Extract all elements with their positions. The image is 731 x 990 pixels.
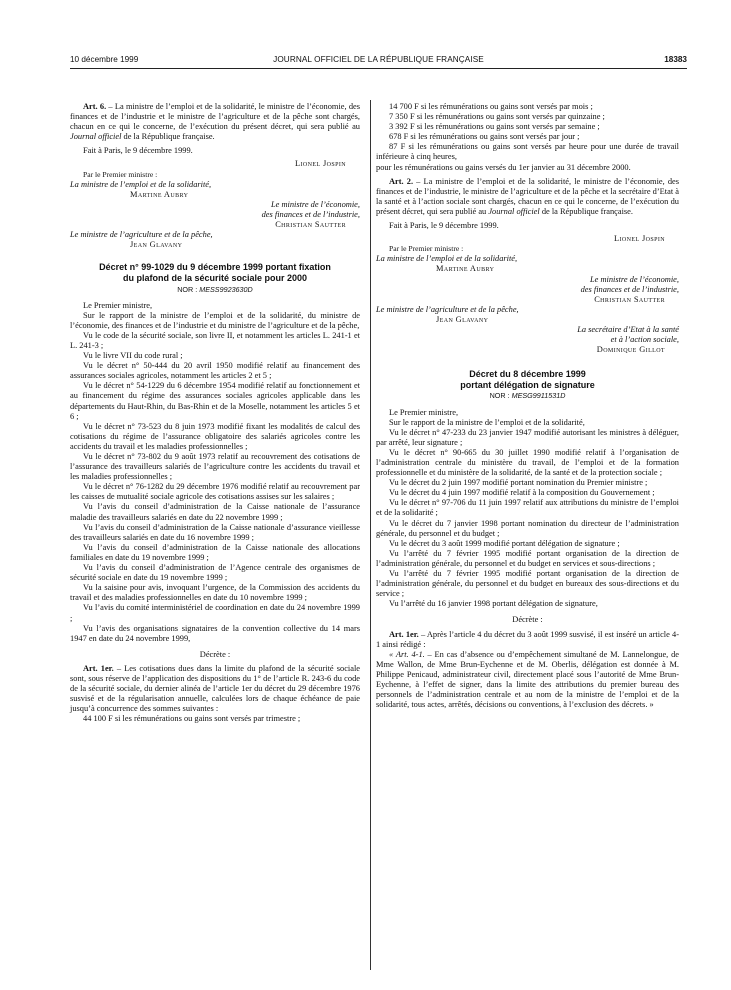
left-column — [70, 102, 360, 724]
article-4-1-label: « Art. 4-1. — [389, 649, 425, 659]
amount-quinzaine: 7 350 F si les rémunérations ou gains sont versés par quinzaine ; — [389, 112, 605, 122]
visa-paragraph: Vu l’avis du conseil d’administration de l’Agence centrale des organismes de sécurité sociale en date du 19 novembre 1999 ; — [70, 563, 360, 583]
visa-paragraph: Vu le décret n° 97-706 du 11 juin 1997 relatif aux attributions du ministre de l’emploi et de la solidarité ; — [376, 498, 679, 518]
article-4-1: « Art. 4-1. – En cas d’absence ou d’empêchement simultané de M. Lannelongue, de Mme Wallon, de Mme Brun-Eychenne et de M. Oberlis, délégation est donnée à M. Philippe Penicaud, administrateur civil, directement placé sous l’autorité de Mme Brun-Eychenne, à l’effet de signer, dans la limite des attributions du premier bureau des personnels de l’administration centrale et au nom de la ministre de l’emploi et de la solidarité, tous actes, arrêtés, décisions ou conventions, à l’exclusion des décrets. » — [376, 649, 679, 710]
signature-emploi-title-2: La ministre de l’emploi et de la solidarité, — [376, 254, 518, 264]
page-header — [70, 55, 687, 69]
decree-visas-2 — [376, 408, 679, 610]
signature-sante-title-2: et à l’action sociale, — [610, 335, 679, 345]
decree-nor-2: NOR : MESG9911531D — [489, 391, 566, 401]
article-1-2: Art. 1er. – Après l’article 4 du décret du 3 août 1999 susvisé, il est inséré un article 4-1 ainsi rédigé : — [376, 629, 679, 649]
right-column — [376, 102, 679, 710]
article-1-label: Art. 1er. — [83, 663, 114, 673]
signature-agri-title-2: Le ministre de l’agriculture et de la pêche, — [376, 304, 519, 314]
header-page-number: 18383 — [664, 55, 687, 64]
visa-paragraph: Vu le livre VII du code rural ; — [83, 351, 183, 361]
signature-eco-title-2: des finances et de l’industrie, — [261, 209, 360, 219]
signature-agri-name-2: Jean Glavany — [436, 314, 489, 324]
visa-paragraph: Le Premier ministre, — [83, 300, 153, 310]
signature-pm-name-2: Lionel Jospin — [613, 234, 665, 244]
signature-agri-name: Jean Glavany — [130, 240, 183, 250]
visa-paragraph: Sur le rapport de la ministre de l’emploi et de la solidarité, du ministre de l’économie, des finances et de l’industrie et du ministre de l’agriculture et de la pêche, — [70, 310, 360, 330]
signature-sante-title-1: La secrétaire d’Etat à la santé — [577, 324, 679, 334]
amount-semaine: 3 392 F si les rémunérations ou gains sont versés par semaine ; — [389, 122, 600, 132]
visa-paragraph: Vu la saisine pour avis, invoquant l’urgence, de la Commission des accidents du travail et des maladies professionnelles en date du 10 novembre 1999 ; — [70, 583, 360, 603]
visa-paragraph: Vu l’avis du conseil d’administration de la Caisse nationale d’assurance vieillesse des travailleurs salariés en date du 16 novembre 1999 ; — [70, 522, 360, 542]
visa-paragraph: Vu le décret n° 73-802 du 9 août 1973 relatif au recouvrement des cotisations de l’assurance des travailleurs salariés de l’agriculture contre les accidents du travail et les maladies professionnelles ; — [70, 452, 360, 482]
decree-title: Décret n° 99-1029 du 9 décembre 1999 portant fixation du plafond de la sécurité sociale pour 2000 — [99, 262, 331, 283]
signature-emploi-name: Martine Aubry — [130, 189, 189, 199]
article-2-label: Art. 2. — [389, 176, 414, 186]
header-rule — [70, 68, 687, 69]
visa-paragraph: Vu le décret du 4 juin 1997 modifié relatif à la composition du Gouvernement ; — [389, 488, 655, 498]
visa-paragraph: Le Premier ministre, — [389, 407, 459, 417]
signature-eco-name: Christian Sautter — [275, 220, 346, 230]
article-1-label-2: Art. 1er. — [389, 629, 419, 639]
amount-period: pour les rémunérations ou gains versés du 1er janvier au 31 décembre 2000. — [376, 162, 631, 172]
signature-pm-name: Lionel Jospin — [294, 159, 346, 169]
signature-emploi-title: La ministre de l’emploi et de la solidarité, — [70, 179, 212, 189]
header-date: 10 décembre 1999 — [70, 55, 139, 64]
visa-paragraph: Vu l’avis des organisations signataires de la convention collective du 14 mars 1947 en date du 24 novembre 1999, — [70, 623, 360, 643]
header-journal-title: JOURNAL OFFICIEL DE LA RÉPUBLIQUE FRANÇAISE — [273, 55, 484, 64]
article-2: Art. 2. – La ministre de l’emploi et de la solidarité, le ministre de l’économie, des finances et de l’industrie, le ministre de l’agriculture et de la pêche et la secrétaire d’Etat à la santé et à l’action sociale sont chargés, chacun en ce qui le concerne, de l’exécution du présent décret, qui sera publié au Journal officiel de la République française. — [376, 176, 679, 216]
visa-paragraph: Vu l’avis du conseil d’administration de la Caisse nationale de l’assurance maladie des travailleurs salariés en date du 22 novembre 1999 ; — [70, 502, 360, 522]
visa-paragraph: Vu l’arrêté du 7 février 1995 modifié portant organisation de la direction de l’administration générale, du personnel et du budget en bureaux des sous-directions et du service ; — [376, 569, 679, 599]
amount-jour: 678 F si les rémunérations ou gains sont versés par jour ; — [389, 132, 580, 142]
article-6: Art. 6. – La ministre de l’emploi et de la solidarité, le ministre de l’économie, des finances et de l’industrie et le ministre de l’agriculture et de la pêche sont chargés, chacun en ce qui le concerne, de l’exécution du présent décret, qui sera publié au Journal officiel de la République française. — [70, 102, 360, 142]
visa-paragraph: Vu le décret n° 73-523 du 8 juin 1973 modifié fixant les modalités de calcul des cotisations du régime de l’assurance obligatoire des salariés agricoles contre les accidents du travail et les maladies professionnelles ; — [70, 421, 360, 451]
visa-paragraph: Vu le code de la sécurité sociale, son livre II, et notamment les articles L. 241-1 et L. 241-3 ; — [70, 330, 360, 350]
decrete-heading: Décrète : — [199, 649, 231, 659]
decree-title-2: Décret du 8 décembre 1999 portant délégation de signature — [460, 369, 595, 390]
signature-pm-intro: Par le Premier ministre : — [83, 169, 158, 179]
visa-paragraph: Vu l’avis du conseil d’administration de la Caisse nationale des allocations familiales en date du 19 novembre 1999 ; — [70, 542, 360, 562]
visa-paragraph: Vu le décret n° 90-665 du 30 juillet 1990 modifié relatif à l’organisation de l’administration centrale du ministère du travail, de l’emploi et de la formation professionnelle et du ministère de la solidarité, de la santé et de la protection sociale ; — [376, 447, 679, 478]
signature-eco-title-2-2: des finances et de l’industrie, — [580, 284, 679, 294]
fait-a-paris: Fait à Paris, le 9 décembre 1999. — [83, 146, 193, 156]
decree-nor: NOR : MESS9923630D — [177, 284, 253, 294]
visa-paragraph: Sur le rapport de la ministre de l’emploi et de la solidarité, — [389, 417, 585, 427]
amount-mois: 14 700 F si les rémunérations ou gains sont versés par mois ; — [389, 102, 593, 111]
visa-paragraph: Vu l’avis du comité interministériel de coordination en date du 24 novembre 1999 ; — [70, 603, 360, 623]
signature-agri-title: Le ministre de l’agriculture et de la pêche, — [70, 230, 213, 240]
decree-visas — [70, 301, 360, 644]
amount-trimestre: 44 100 F si les rémunérations ou gains sont versés par trimestre ; — [83, 714, 301, 724]
column-divider — [370, 100, 371, 970]
amount-heure: 87 F si les rémunérations ou gains sont versés par heure pour une durée de travail inférieure à cinq heures, — [376, 142, 679, 162]
signature-sante-name: Dominique Gillot — [596, 345, 665, 355]
visa-paragraph: Vu le décret n° 50-444 du 20 avril 1950 modifié relatif au financement des assurances sociales agricoles, notamment les articles 2 et 5 ; — [70, 361, 360, 381]
visa-paragraph: Vu le décret du 2 juin 1997 modifié portant nomination du Premier ministre ; — [389, 478, 648, 488]
visa-paragraph: Vu l’arrêté du 16 janvier 1998 portant délégation de signature, — [389, 599, 598, 609]
visa-paragraph: Vu le décret du 7 janvier 1998 portant nomination du directeur de l’administration générale, du personnel et du budget ; — [376, 518, 679, 538]
signature-emploi-name-2: Martine Aubry — [436, 264, 495, 274]
signature-eco-title-1-2: Le ministre de l’économie, — [589, 274, 679, 284]
visa-paragraph: Vu le décret n° 54-1229 du 6 décembre 1954 modifié relatif au fonctionnement et au financement du régime des assurances sociales agricoles applicable dans les départements du Haut-Rhin, du Bas-Rhin et de la Moselle, notamment les articles 5 et 6 ; — [70, 381, 360, 421]
article-6-label: Art. 6. — [83, 102, 107, 111]
signature-eco-title-1: Le ministre de l’économie, — [270, 199, 360, 209]
article-1: Art. 1er. – Les cotisations dues dans la limite du plafond de la sécurité sociale sont, sous réserve de l’application des dispositions du 1° de l’article R. 243-6 du code de la sécurité sociale, du dernier alinéa de l’article 1er du décret du 29 décembre 1976 susvisé et de la régularisation annuelle, calculées lors de chaque échéance de paie jusqu’à concurrence des sommes suivantes : — [70, 663, 361, 714]
visa-paragraph: Vu le décret n° 76-1282 du 29 décembre 1976 modifié relatif au recouvrement par les caisses de mutualité sociale agricole des cotisations assises sur les salaires ; — [70, 482, 360, 502]
signature-pm-intro-2: Par le Premier ministre : — [389, 244, 464, 254]
visa-paragraph: Vu le décret n° 47-233 du 23 janvier 1947 modifié autorisant les ministres à déléguer, par arrêté, leur signature ; — [376, 427, 679, 447]
fait-a-paris-2: Fait à Paris, le 9 décembre 1999. — [389, 221, 499, 231]
visa-paragraph: Vu le décret du 3 août 1999 modifié portant délégation de signature ; — [389, 538, 620, 548]
signature-eco-name-2: Christian Sautter — [594, 294, 665, 304]
decrete-heading-2: Décrète : — [512, 615, 543, 625]
visa-paragraph: Vu l’arrêté du 7 février 1995 modifié portant organisation de la direction de l’administration générale, du personnel et du budget en services et sous-directions ; — [376, 548, 679, 568]
